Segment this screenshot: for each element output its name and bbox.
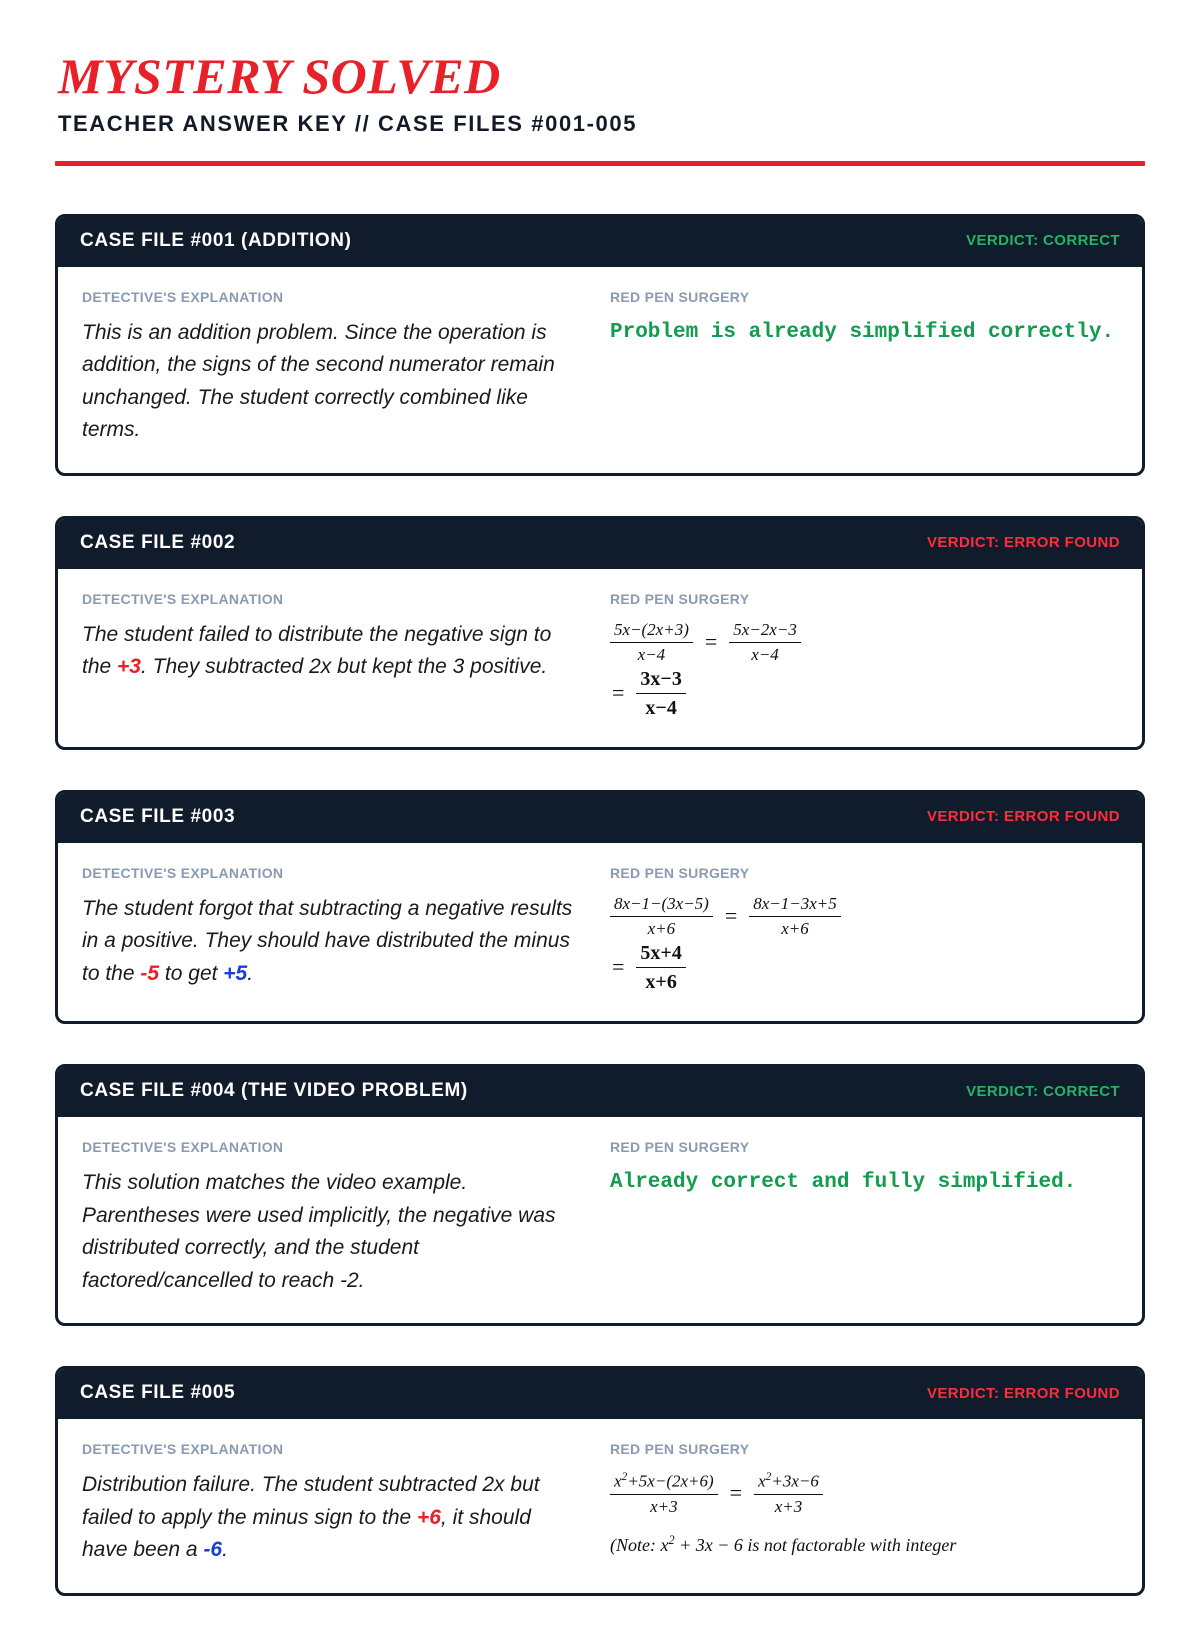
fraction-numerator: 5x−2x−3 — [733, 619, 797, 639]
explanation-label: DETECTIVE'S EXPLANATION — [82, 1441, 284, 1458]
red-pen-surgery-column — [610, 289, 1118, 447]
verdict-badge: VERDICT: ERROR FOUND — [926, 534, 1120, 552]
fraction-numerator: 8x−1−3x+5 — [753, 893, 837, 913]
case-file-header — [58, 1369, 1142, 1419]
red-pen-surgery-column — [610, 1441, 1118, 1567]
fraction-denominator: x−4 — [636, 693, 685, 721]
case-file-id: CASE FILE #001 (ADDITION) — [80, 229, 352, 251]
explanation-label: DETECTIVE'S EXPLANATION — [82, 1139, 284, 1156]
math-row — [610, 893, 1118, 940]
red-pen-surgery-label: RED PEN SURGERY — [610, 864, 750, 881]
fraction — [749, 893, 841, 940]
case-file-header — [58, 217, 1142, 267]
explanation-column — [82, 865, 582, 995]
equals-sign: = — [724, 903, 738, 929]
red-pen-surgery-column — [610, 1139, 1118, 1297]
case-file-header — [58, 1067, 1142, 1117]
math-row — [610, 666, 1118, 721]
case-file-list — [55, 214, 1145, 1596]
explanation-text: This solution matches the video example. Parentheses were used implicitly, the negative was distributed correctly, and the student factored/cancelled to reach -2. — [82, 1171, 556, 1292]
highlighted-term: +3 — [117, 655, 141, 679]
case-file-body — [58, 843, 1142, 1021]
equals-sign: = — [704, 628, 718, 654]
fraction-numerator: 8x−1−(3x−5) — [614, 893, 709, 913]
page-title: MYSTERY SOLVED — [58, 48, 501, 104]
case-file-id: CASE FILE #003 — [80, 805, 236, 827]
fraction-numerator: $x^2+3x-6$ — [758, 1470, 819, 1491]
case-file-card — [55, 1064, 1145, 1326]
explanation-text: This is an addition problem. Since the operation is addition, the signs of the second numerator remain unchanged. The student correctly combined like terms. — [82, 320, 555, 442]
surgery-math — [610, 893, 1118, 995]
fraction-numerator: 5x+4 — [640, 942, 682, 965]
fraction — [729, 619, 801, 666]
fraction-denominator: x−4 — [729, 642, 801, 666]
case-file-id: CASE FILE #002 — [80, 531, 236, 553]
explanation-label: DETECTIVE'S EXPLANATION — [82, 864, 284, 881]
verdict-badge: VERDICT: ERROR FOUND — [926, 1384, 1120, 1402]
explanation-column — [82, 591, 582, 721]
surgery-note: Already correct and fully simplified. — [610, 1171, 1077, 1195]
explanation-text: The student forgot that subtracting a negative results in a positive. They should have distributed the minus to the -5 to get +5. — [82, 896, 573, 985]
highlighted-term: -5 — [140, 961, 160, 985]
fraction — [754, 1469, 823, 1518]
fraction-numerator: 3x−3 — [640, 667, 682, 690]
equals-sign: = — [612, 680, 625, 706]
fraction — [610, 619, 693, 666]
explanation-label: DETECTIVE'S EXPLANATION — [82, 288, 284, 305]
case-file-body — [58, 1419, 1142, 1593]
fraction-denominator: x+6 — [610, 916, 713, 940]
equals-sign: = — [729, 1480, 743, 1506]
red-pen-surgery-column — [610, 865, 1118, 995]
case-file-card — [55, 214, 1145, 476]
case-file-id: CASE FILE #005 — [80, 1382, 236, 1404]
explanation-column — [82, 1139, 582, 1297]
masthead — [55, 50, 1145, 137]
red-pen-surgery-label: RED PEN SURGERY — [610, 1441, 750, 1458]
verdict-badge: VERDICT: CORRECT — [966, 232, 1120, 249]
fraction — [636, 940, 685, 995]
highlighted-term: +5 — [223, 961, 248, 985]
fraction-numerator: 5x−(2x+3) — [614, 619, 689, 639]
fraction-numerator: $x^2+5x-(2x+6)$ — [614, 1470, 714, 1491]
fraction — [610, 1469, 718, 1518]
fraction-denominator: x+3 — [754, 1494, 823, 1518]
case-file-card — [55, 1366, 1145, 1596]
fraction-denominator: x−4 — [610, 642, 693, 666]
red-pen-surgery-label: RED PEN SURGERY — [610, 288, 750, 305]
highlighted-term: -6 — [203, 1538, 223, 1562]
surgery-math-note: (Note: $x^2 + 3x - 6$ is not factorable with integer — [610, 1533, 957, 1556]
fraction-denominator: x+6 — [636, 967, 685, 995]
fraction-denominator: x+3 — [610, 1494, 718, 1518]
explanation-column — [82, 289, 582, 447]
case-file-body — [58, 1117, 1142, 1323]
case-file-id: CASE FILE #004 (THE VIDEO PROBLEM) — [80, 1080, 468, 1102]
case-file-header — [58, 793, 1142, 843]
surgery-math — [610, 1469, 1118, 1557]
explanation-column — [82, 1441, 582, 1567]
case-file-card — [55, 516, 1145, 750]
red-pen-surgery-label: RED PEN SURGERY — [610, 590, 750, 607]
verdict-badge: VERDICT: ERROR FOUND — [926, 808, 1120, 826]
surgery-note: Problem is already simplified correctly. — [610, 320, 1115, 344]
math-row — [610, 619, 1118, 666]
case-file-body — [58, 569, 1142, 747]
fraction — [636, 666, 685, 721]
equals-sign: = — [612, 954, 625, 980]
explanation-text: The student failed to distribute the negative sign to the +3. They subtracted 2x but kept the 3 positive. — [82, 622, 552, 679]
explanation-label: DETECTIVE'S EXPLANATION — [82, 590, 284, 607]
header-divider — [55, 161, 1145, 166]
math-row — [610, 940, 1118, 995]
case-file-header — [58, 519, 1142, 569]
fraction-denominator: x+6 — [749, 916, 841, 940]
explanation-text: Distribution failure. The student subtracted 2x but failed to apply the minus sign to the +6, it should have been a -6. — [82, 1473, 540, 1562]
case-file-body — [58, 267, 1142, 473]
surgery-math — [610, 619, 1118, 721]
highlighted-term: +6 — [417, 1505, 441, 1529]
red-pen-surgery-column — [610, 591, 1118, 721]
page-subtitle: TEACHER ANSWER KEY // CASE FILES #001-005 — [58, 110, 638, 136]
case-file-card — [55, 790, 1145, 1024]
red-pen-surgery-label: RED PEN SURGERY — [610, 1139, 750, 1156]
fraction — [610, 893, 713, 940]
verdict-badge: VERDICT: CORRECT — [966, 1082, 1120, 1100]
math-row — [610, 1469, 1118, 1518]
